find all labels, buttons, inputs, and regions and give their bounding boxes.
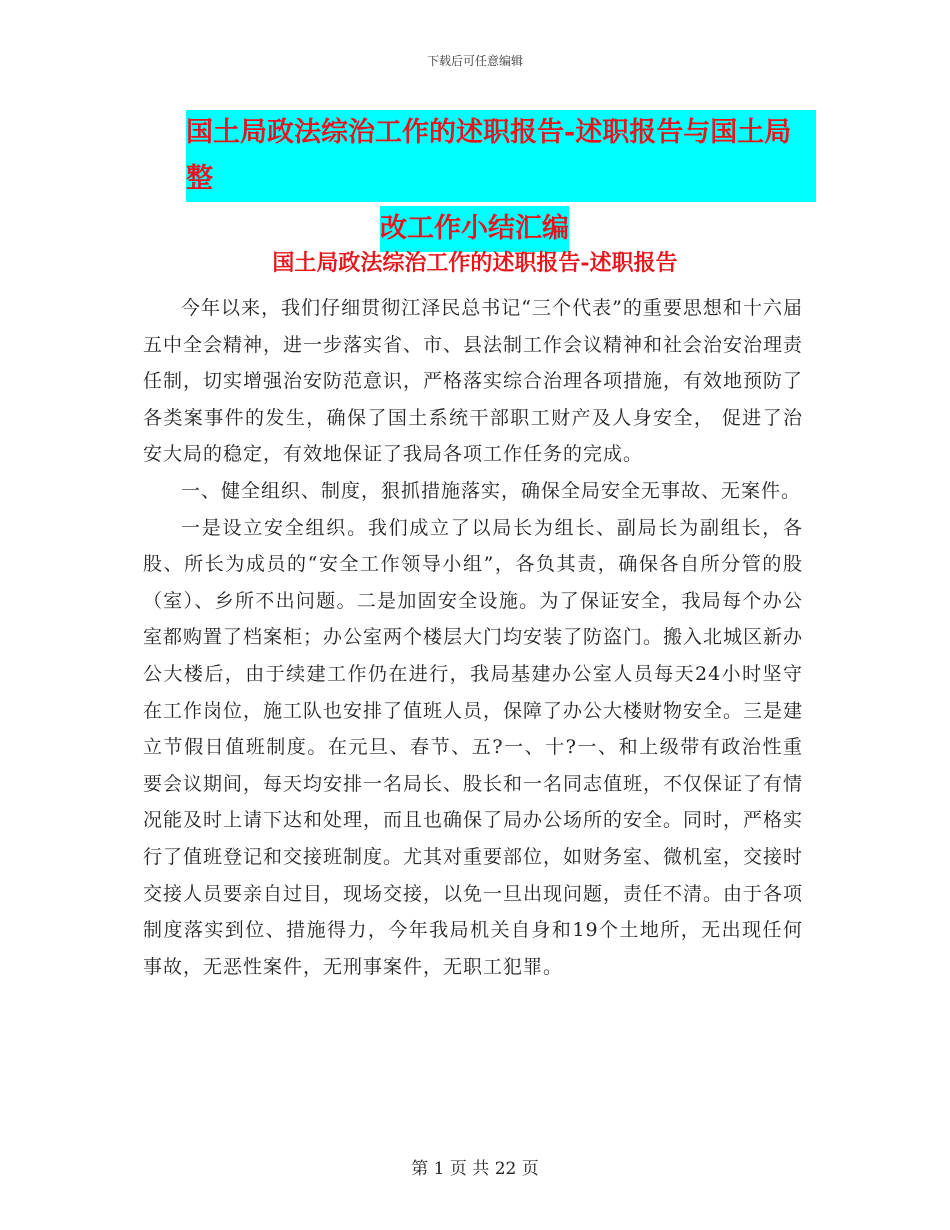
document-title [186, 110, 816, 252]
header-note: 下载后可任意编辑 [426, 54, 523, 68]
page-footer: 第 1 页 共 22 页 [411, 1159, 539, 1179]
document-title-line-2: 改工作小结汇编 [380, 206, 569, 252]
section-title: 国土局政法综治工作的述职报告-述职报告 [272, 250, 678, 276]
paragraph: 一、健全组织、制度，狠抓措施落实，确保全局安全无事故、无案件。 [181, 479, 802, 502]
paragraph: 一是设立安全组织。我们成立了以局长为组长、副局长为副组长，各股、所长为成员的“安全工作领导小组”，各负其责，确保各自所分管的股（室）、乡所不出问题。二是加固安全设施。为了保证安全，我局每个办公室都购置了档案柜；办公室两个楼层大门均安装了防盗门。搬入北城区新办公大楼后，由于续建工作仍在进行，我局基建办公室人员每天24小时坚守在工作岗位，施工队也安排了值班人员，保障了办公大楼财物安全。三是建立节假日值班制度。在元旦、春节、五?一、十?一、和上级带有政治性重要会议期间，每天均安排一名局长、股长和一名同志值班，不仅保证了有情况能及时上请下达和处理，而且也确保了局办公场所的安全。同时，严格实行了值班登记和交接班制度。尤其对重要部位，如财务室、微机室，交接时交接人员要亲自过目，现场交接，以免一旦出现问题，责任不清。由于各项制度落实到位、措施得力，今年我局机关自身和19个土地所，无出现任何事故，无恶性案件，无刑事案件，无职工犯罪。 [143, 516, 804, 978]
document-title-line-1: 国土局政法综治工作的述职报告-述职报告与国土局整 [186, 110, 816, 202]
body-text [143, 290, 803, 985]
paragraph: 今年以来，我们仔细贯彻江泽民总书记“三个代表”的重要思想和十六届五中全会精神，进一步落实省、市、县法制工作会议精神和社会治安治理责任制，切实增强治安防范意识，严格落实综合治理各项措施，有效地预防了各类案事件的发生，确保了国土系统干部职工财产及人身安全， 促进了治安大局的稳定，有效地保证了我局各项工作任务的完成。 [143, 297, 804, 466]
